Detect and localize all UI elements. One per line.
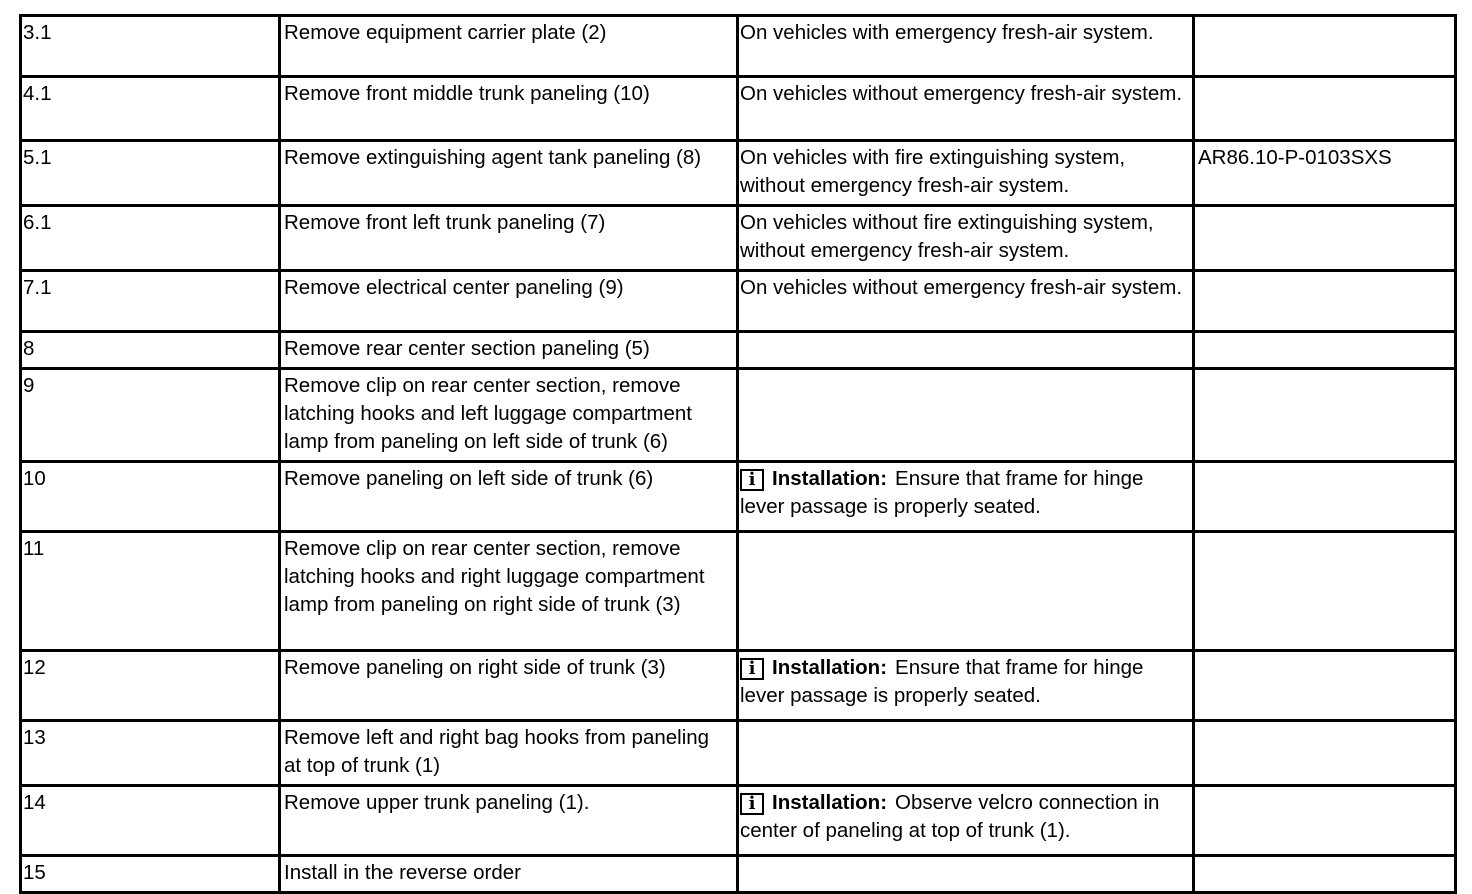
step-number: 13 xyxy=(21,721,280,786)
operation-text: Remove front middle trunk paneling (10) xyxy=(280,77,738,141)
table-row xyxy=(21,369,1456,462)
note-text xyxy=(738,332,1194,369)
reference-text xyxy=(1194,786,1456,856)
note-text: On vehicles without emergency fresh-air system. xyxy=(738,271,1194,332)
note-text xyxy=(738,856,1194,893)
reference-text xyxy=(1194,856,1456,893)
reference-link[interactable]: AR86.10-P-0103SXS xyxy=(1194,141,1456,206)
installation-note xyxy=(738,786,1194,856)
operation-text: Remove equipment carrier plate (2) xyxy=(280,16,738,77)
note-text xyxy=(738,532,1194,651)
step-number: 6.1 xyxy=(21,206,280,271)
reference-text xyxy=(1194,271,1456,332)
operation-text: Remove upper trunk paneling (1). xyxy=(280,786,738,856)
step-number: 12 xyxy=(21,651,280,721)
table-row xyxy=(21,462,1456,532)
step-number: 10 xyxy=(21,462,280,532)
table-row xyxy=(21,786,1456,856)
operation-text: Remove left and right bag hooks from paneling at top of trunk (1) xyxy=(280,721,738,786)
step-number: 14 xyxy=(21,786,280,856)
reference-text xyxy=(1194,651,1456,721)
table-row xyxy=(21,721,1456,786)
operation-text: Remove extinguishing agent tank paneling (8) xyxy=(280,141,738,206)
procedure-table xyxy=(19,14,1457,894)
note-text: Observe velcro connection in center of paneling at top of trunk (1). xyxy=(740,791,1160,842)
reference-text xyxy=(1194,532,1456,651)
step-number: 3.1 xyxy=(21,16,280,77)
table-row xyxy=(21,16,1456,77)
table-row xyxy=(21,141,1456,206)
note-text xyxy=(738,369,1194,462)
note-text: On vehicles without emergency fresh-air system. xyxy=(738,77,1194,141)
table-row xyxy=(21,856,1456,893)
info-icon: i xyxy=(740,658,764,680)
reference-text xyxy=(1194,369,1456,462)
operation-text: Install in the reverse order xyxy=(280,856,738,893)
installation-note xyxy=(738,651,1194,721)
reference-text xyxy=(1194,462,1456,532)
step-number: 8 xyxy=(21,332,280,369)
installation-label: Installation: xyxy=(772,656,888,679)
info-icon: i xyxy=(740,469,764,491)
operation-text: Remove paneling on left side of trunk (6) xyxy=(280,462,738,532)
operation-text: Remove clip on rear center section, remove latching hooks and left luggage compartment lamp from paneling on left side of trunk (6) xyxy=(280,369,738,462)
installation-label: Installation: xyxy=(772,467,888,490)
operation-text: Remove clip on rear center section, remove latching hooks and right luggage compartment lamp from paneling on right side of trunk (3) xyxy=(280,532,738,651)
table-row xyxy=(21,271,1456,332)
step-number: 5.1 xyxy=(21,141,280,206)
step-number: 11 xyxy=(21,532,280,651)
table-row xyxy=(21,651,1456,721)
step-number: 7.1 xyxy=(21,271,280,332)
table-row xyxy=(21,532,1456,651)
operation-text: Remove electrical center paneling (9) xyxy=(280,271,738,332)
installation-label: Installation: xyxy=(772,791,888,814)
step-number: 9 xyxy=(21,369,280,462)
step-number: 4.1 xyxy=(21,77,280,141)
reference-text xyxy=(1194,77,1456,141)
note-text: On vehicles without fire extinguishing system, without emergency fresh-air system. xyxy=(738,206,1194,271)
reference-text xyxy=(1194,16,1456,77)
note-text xyxy=(738,721,1194,786)
table-row xyxy=(21,77,1456,141)
info-icon: i xyxy=(740,793,764,815)
reference-text xyxy=(1194,332,1456,369)
reference-text xyxy=(1194,206,1456,271)
installation-note xyxy=(738,462,1194,532)
table-row xyxy=(21,332,1456,369)
operation-text: Remove front left trunk paneling (7) xyxy=(280,206,738,271)
reference-text xyxy=(1194,721,1456,786)
note-text: On vehicles with emergency fresh-air system. xyxy=(738,16,1194,77)
operation-text: Remove rear center section paneling (5) xyxy=(280,332,738,369)
table-row xyxy=(21,206,1456,271)
note-text: Ensure that frame for hinge lever passage is properly seated. xyxy=(740,656,1144,707)
note-text: Ensure that frame for hinge lever passage is properly seated. xyxy=(740,467,1144,518)
step-number: 15 xyxy=(21,856,280,893)
operation-text: Remove paneling on right side of trunk (3) xyxy=(280,651,738,721)
note-text: On vehicles with fire extinguishing system, without emergency fresh-air system. xyxy=(738,141,1194,206)
